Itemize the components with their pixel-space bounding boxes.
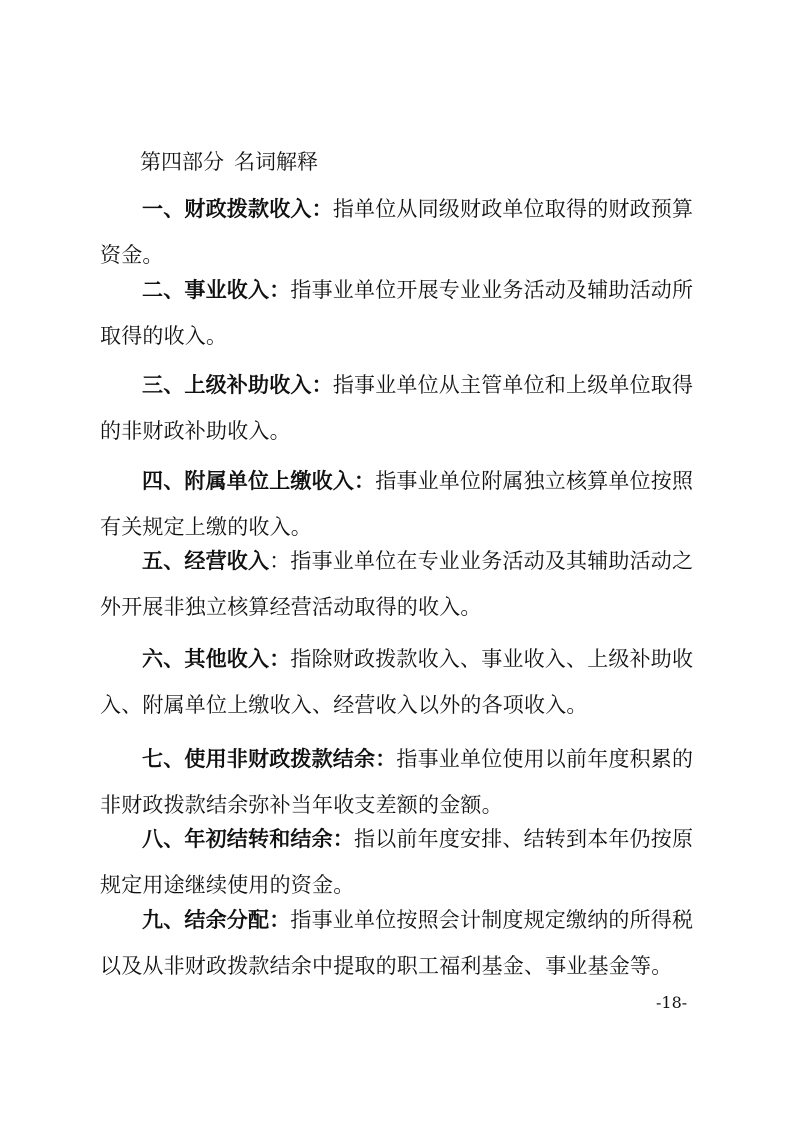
definition-term: 五、经营收入: [142, 549, 270, 573]
definition-term: 六、其他收入：: [142, 647, 291, 671]
section-title: [140, 148, 318, 176]
definition-text: 指单位从同级财政单位取得的财政预算资金。: [100, 197, 694, 267]
definition-entry-1: [100, 186, 700, 278]
definition-term: 一、财政拨款收入：: [142, 197, 333, 221]
definition-text: 指事业单位按照会计制度规定缴纳的所得税以及从非财政拨款结余中提取的职工福利基金、事业基金等。: [100, 908, 694, 978]
definition-term: 四、附属单位上缴收入：: [142, 469, 376, 493]
definition-text: 指事业单位从主管单位和上级单位取得的非财政补助收入。: [100, 373, 694, 443]
definition-entry-5: [100, 538, 700, 630]
definition-text: 指事业单位开展专业业务活动及辅助活动所取得的收入。: [100, 278, 694, 348]
definition-term: 二、事业收入：: [142, 278, 291, 302]
definition-entry-8: [100, 816, 700, 908]
page-number: -18-: [656, 993, 688, 1012]
definition-entry-6: [100, 636, 700, 728]
definition-text: 指事业单位附属独立核算单位按照有关规定上缴的收入。: [100, 469, 694, 539]
section-name-label: 名词解释: [234, 150, 318, 174]
definition-term: 九、结余分配：: [142, 908, 291, 932]
definition-text: 指事业单位使用以前年度积累的非财政拨款结余弥补当年收支差额的金额。: [100, 747, 694, 817]
definition-entry-7: [100, 736, 700, 828]
definition-term: 七、使用非财政拨款结余：: [142, 747, 397, 771]
definition-entry-2: [100, 267, 700, 359]
section-part-label: 第四部分: [140, 150, 224, 174]
definition-text: 指以前年度安排、结转到本年仍按原规定用途继续使用的资金。: [100, 827, 694, 897]
definition-term: 八、年初结转和结余：: [142, 827, 354, 851]
definition-text: ：指事业单位在专业业务活动及其辅助活动之外开展非独立核算经营活动取得的收入。: [100, 549, 694, 619]
definition-entry-4: [100, 458, 700, 550]
definition-entry-9: [100, 897, 700, 989]
definition-entry-3: [100, 362, 700, 454]
definition-text: 指除财政拨款收入、事业收入、上级补助收入、附属单位上缴收入、经营收入以外的各项收入。: [100, 647, 694, 717]
definition-term: 三、上级补助收入：: [142, 373, 333, 397]
